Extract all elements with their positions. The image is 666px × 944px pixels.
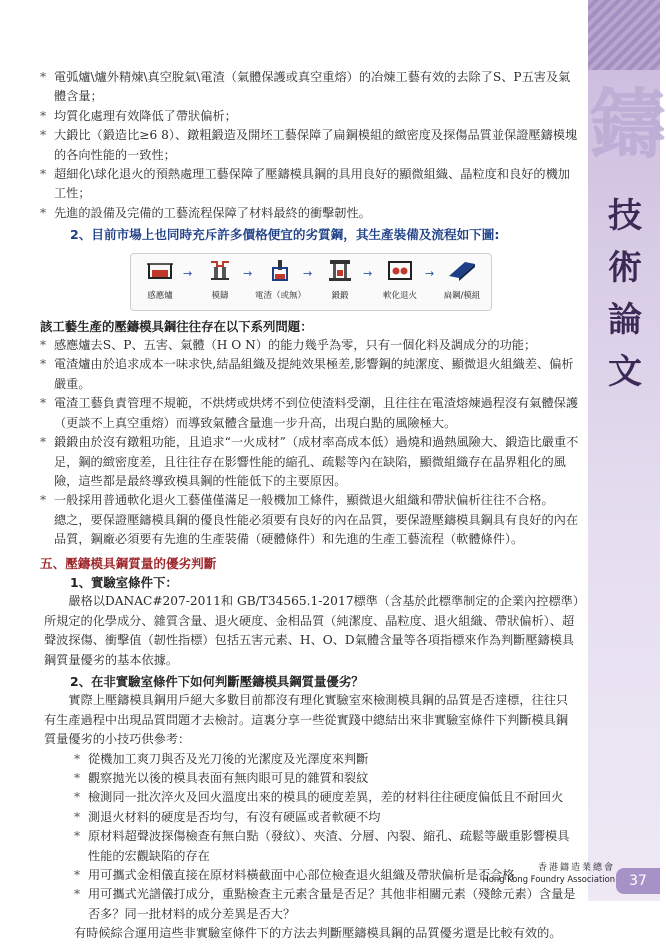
- flow-step: [135, 258, 185, 302]
- nonlab-heading: 2、在非實驗室條件下如何判斷壓鑄模具鋼質量優劣？: [70, 673, 364, 689]
- lab-heading: 1、實驗室條件下：: [70, 574, 178, 590]
- org-name-cn: 香港鑄造業總會: [537, 863, 615, 873]
- title-char: 技: [608, 196, 642, 236]
- flow-step-label: 軟化退火: [382, 291, 417, 302]
- asterisk-icon: *: [74, 771, 81, 785]
- flow-step-label: 感應爐: [147, 291, 173, 302]
- flow-step: [437, 258, 487, 302]
- page-number: 37: [616, 868, 660, 894]
- title-char: 術: [608, 248, 642, 288]
- article-body: [40, 68, 580, 944]
- list-item: * 電渣爐由於追求成本一味求快,結晶組織及提純效果極差,影響鋼的純潔度、顯微退火組織差、偏析嚴重。: [40, 357, 574, 391]
- top-bullet-list: [40, 68, 580, 223]
- decor-char: 鑄: [590, 80, 666, 169]
- asterisk-icon: *: [74, 751, 81, 766]
- title-char: 論: [608, 300, 642, 340]
- flow-step: [195, 258, 245, 302]
- foundry-photo: [588, 0, 660, 70]
- flow-step: [315, 258, 365, 302]
- footer-org: [465, 862, 615, 885]
- list-item: * 鍛鍛由於沒有鐓粗功能，且追求“一火成材”（成材率高成本低）過燒和過熱風險大、鍛造比嚴重不足，鋼的緻密度差，且往往存在影響性能的縮孔、疏鬆等內在缺陷，顯微組織存在晶界粗化的風險，這些都是最終導致模具鋼的性能低下的主要原因。: [40, 435, 579, 488]
- list-item: * 觀察拋光以後的模具表面有無肉眼可見的雜質和裂紋: [74, 769, 580, 788]
- flow-step-label: 模鑄: [211, 291, 229, 302]
- list-item: * 用可攜式金相儀直接在原材料橫截面中心部位檢查退火組織及帶狀偏析是否合格: [74, 866, 580, 885]
- asterisk-icon: *: [74, 809, 81, 824]
- asterisk-icon: *: [74, 829, 81, 844]
- nonlab-paragraph: 實際上壓鑄模具鋼用戶絕大多數目前都沒有理化實驗室來檢測模具鋼的品質是否達標，往往只有生產過程中出現品質問題才去檢討。這裏分享一些從實踐中總結出來非實驗室條件下判斷模具鋼質量優劣的小技巧供參考：: [44, 693, 569, 747]
- asterisk-icon: *: [74, 790, 81, 805]
- list-item: * 感應爐去S、P、五害、氣體（H O N）的能力幾乎為零，只有一個化料及調成分的功能；: [40, 336, 580, 355]
- asterisk-icon: *: [40, 167, 47, 182]
- asterisk-icon: *: [40, 493, 47, 508]
- asterisk-icon: *: [40, 357, 47, 372]
- arrow-right-icon: →: [363, 266, 373, 280]
- flow-step-label: 電渣（或無）: [255, 291, 307, 302]
- list-item: * 大鍛比（鍛造比≥6 8）、鐓粗鍛造及開坯工藝保障了扁鋼模組的緻密度及探傷品質並保證壓鑄模塊的各向性能的一致性；: [40, 128, 578, 162]
- arrow-right-icon: →: [303, 266, 313, 280]
- process-flow-diagram: [130, 253, 492, 311]
- arrow-right-icon: →: [243, 266, 253, 280]
- arrow-right-icon: →: [183, 266, 193, 280]
- asterisk-icon: *: [40, 435, 47, 450]
- flow-step: [255, 258, 305, 302]
- list-item: * 原材料超聲波探傷檢查有無白點（發紋）、夾渣、分層、內裂、縮孔、疏鬆等嚴重影響模具性能的宏觀缺陷的存在: [74, 829, 570, 863]
- problem-bullet-list: [40, 336, 580, 511]
- lab-paragraph: 嚴格以DANAC#207-2011和 GB/T34565.1-2017標準（含基於此標準制定的企業內控標準）所規定的化學成分、雜質含量、退火硬度、金相品質（純潔度、晶粒度、退火組織、帶狀偏析）、超聲波探傷、衝擊值（韌性指標）包括五害元素、H、O、D氣體含量等各項指標來作為判斷壓鑄模具鋼質量優劣的基本依據。: [44, 594, 579, 667]
- section-title: [600, 190, 650, 398]
- steel-plate-icon: [447, 258, 477, 282]
- list-item: * 檢測同一批次淬火及回火溫度出來的模具的硬度差異，差的材料往往硬度偏低且不耐回火: [74, 788, 580, 807]
- list-item: * 均質化處理有效降低了帶狀偏析；: [40, 107, 580, 126]
- org-name-en: Hong Kong Foundry Association: [482, 874, 615, 884]
- side-banner: [588, 0, 666, 901]
- list-item: * 超細化\球化退火的預熱處理工藝保障了壓鑄模具鋼的具用良好的顯微組織、晶粒度和良好的機加工性；: [40, 167, 570, 201]
- closing-paragraph: 有時候綜合運用這些非實驗室條件下的方法去判斷壓鑄模具鋼的品質優劣還是比較有效的。: [74, 926, 562, 941]
- list-item: * 從機加工爽刀與否及光刀後的光潔度及光澤度來判斷: [74, 750, 580, 769]
- electroslag-icon: [265, 258, 295, 282]
- asterisk-icon: *: [40, 70, 47, 84]
- asterisk-icon: *: [40, 128, 47, 143]
- ingot-mold-icon: [205, 258, 235, 282]
- arrow-right-icon: →: [425, 266, 435, 280]
- tips-list: [40, 750, 580, 925]
- induction-furnace-icon: [145, 258, 175, 282]
- flow-step: [375, 258, 425, 302]
- section-heading: 五、壓鑄模具鋼質量的優劣判斷: [40, 555, 217, 571]
- asterisk-icon: *: [74, 887, 81, 902]
- list-item: * 測退火材料的硬度是否均勻，有沒有硬區或者軟硬不均: [74, 808, 580, 827]
- list-item: * 先進的設備及完備的工藝流程保障了材料最終的衝擊韌性。: [40, 204, 580, 223]
- list-item: * 用可攜式光譜儀打成分，重點檢查主元素含量是否足？其他非相關元素（殘餘元素）含量是否多？同一批材料的成分差異是否大？: [74, 887, 576, 921]
- market-heading: 2、目前市場上也同時充斥許多價格便宜的劣質鋼，其生產裝備及流程如下圖:: [70, 227, 500, 243]
- asterisk-icon: *: [74, 868, 81, 883]
- list-item: * 電渣工藝負責管理不規範，不烘烤或烘烤不到位使渣料受潮，且往往在電渣熔煉過程沒有氣體保護（更談不上真空重熔）而導致氣體含量進一步升高，出現白點的風險極大。: [40, 396, 579, 430]
- forging-press-icon: [325, 258, 355, 282]
- list-item: * 一般採用普通軟化退火工藝僅僅滿足一般機加工條件，顯微退火組織和帶狀偏析往往不合格。: [40, 491, 580, 510]
- list-item: * 電弧爐\爐外精煉\真空脫氣\電渣（氣體保護或真空重熔）的冶煉工藝有效的去除了S、P五害及氣體含量；: [40, 70, 571, 104]
- flow-step-label: 鍛鍛: [331, 291, 349, 302]
- annealing-furnace-icon: [385, 258, 415, 282]
- flow-step-label: 扁鋼/模組: [443, 291, 481, 302]
- asterisk-icon: *: [40, 338, 47, 353]
- summary-paragraph: 總之，要保證壓鑄模具鋼的優良性能必須要有良好的內在品質，要保證壓鑄模具鋼具有良好的內在品質，鋼廠必須要有先進的生產裝備（硬體條件）和先進的生產工藝流程（軟體條件）。: [54, 512, 579, 547]
- asterisk-icon: *: [40, 205, 47, 220]
- problems-heading: 該工藝生產的壓鑄模具鋼往往存在以下系列問題：: [40, 318, 313, 334]
- title-char: 文: [608, 352, 642, 392]
- asterisk-icon: *: [40, 396, 47, 411]
- asterisk-icon: *: [40, 108, 47, 123]
